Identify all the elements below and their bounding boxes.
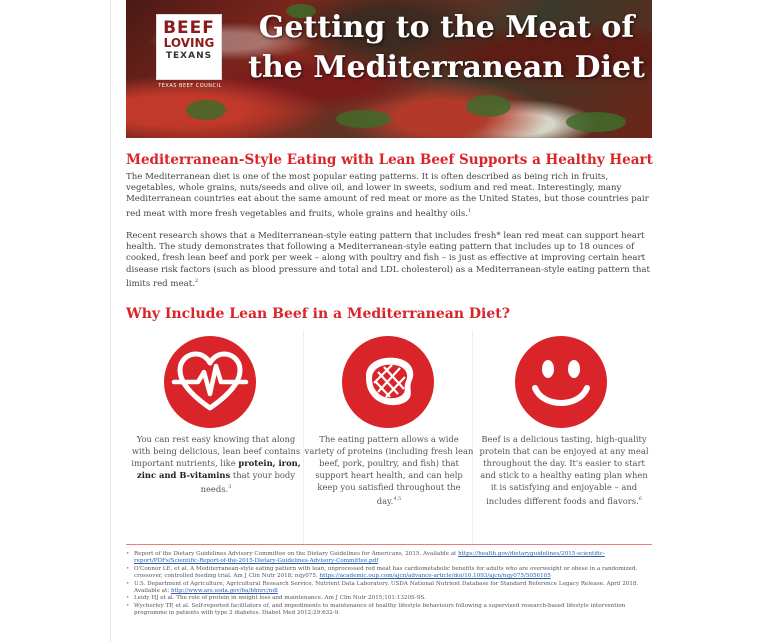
logo-subtitle: TEXAS BEEF COUNCIL xyxy=(158,83,222,89)
references-divider xyxy=(126,544,652,545)
reference-item xyxy=(126,566,652,581)
benefit-column-nutrients xyxy=(131,330,301,545)
benefit-text-nutrients xyxy=(131,433,301,495)
footnote-marker: 3 xyxy=(228,484,232,490)
research-paragraph xyxy=(126,231,651,290)
reference-text: O'Connor LE, et al. A Mediterranean-style eating pattern with lean, unprocessed red meat has cardiometabolic benefits for adults who are overweight or obese in a randomized, crossover, controlled feeding trial. Am J Clin Nutr 2018; nqy075. xyxy=(134,565,638,580)
reference-item xyxy=(126,551,652,566)
logo-line3: TEXANS xyxy=(165,51,213,61)
page-title: Getting to the Meat of the Mediterranean Diet xyxy=(248,10,645,85)
benefit-text-part: You can rest easy knowing that along with being delicious, lean beef contains important nutrients, like xyxy=(131,434,301,468)
reference-text: Leidy HJ et al. The role of protein in weight loss and maintenance. Am J Clin Nutr 2015;101:1320S-9S. xyxy=(134,595,426,602)
logo-line2: LOVING xyxy=(163,36,215,50)
reference-text: Wycherley TP, et al. Self-reported facilitators of, and impediments to maintenance of healthy lifestyle behaviours following a supervised research-based lifestyle intervention programme in patients with type 2 diabetes. Diabet Med 2012;29:632-9. xyxy=(134,602,626,617)
reference-item xyxy=(126,603,652,618)
benefit-column-delicious xyxy=(479,330,649,545)
benefit-text-variety xyxy=(304,433,474,507)
heart-pulse-icon xyxy=(164,336,256,428)
benefit-column-variety xyxy=(303,330,473,545)
section-heading-healthy-heart: Mediterranean-Style Eating with Lean Beef Supports a Healthy Heart xyxy=(126,152,653,168)
benefit-text-part: Beef is a delicious tasting, high-quality protein that can be enjoyed at any meal throughout the day. It's easier to start and stick to a healthy eating plan when it is satisfying and enjoyable – and includes different foods and flavors. xyxy=(479,434,649,506)
benefit-text-highlight: protein, iron, zinc and B-vitamins xyxy=(136,458,301,480)
reference-link[interactable]: http://www.ars.usda.gov/ba/bhnrc/ndl xyxy=(170,588,278,595)
benefit-text-part: The eating pattern allows a wide variety of proteins (including fresh lean beef, pork, poultry, and fish) that support heart health, and can help keep you satisfied throughout the day. xyxy=(304,434,474,506)
reference-text: Report of the Dietary Guidelines Advisory Committee on the Dietary Guidelines for Americans, 2015. Available at xyxy=(134,551,457,557)
reference-link[interactable]: https://health.gov/dietaryguidelines/2015-scientific-report/PDFs/Scientific-Report-of-the-2015-Dietary-Guidelines-Advisory-Committee.pdf xyxy=(134,551,605,565)
research-paragraph-text: Recent research shows that a Mediterranean-style eating pattern that includes fresh* lean red meat can support heart health. The study demonstrates that following a Mediterranean-style eating pattern that includes up to 18 ounces of cooked, fresh lean beef and pork per week – along with poultry and fish – is just as effective at improving certain heart disease risk factors (such as blood pressure and total and LDL cholesterol) as a Mediterranean-style eating pattern that limits red meat. xyxy=(126,231,651,289)
footnote-marker: 6 xyxy=(638,496,642,502)
reference-text: U.S. Department of Agriculture, Agricultural Research Service. Nutrient Data Laboratory. USDA National Nutrient Database for Standard Reference Legacy Release. April 2018. Available at: xyxy=(134,580,639,595)
section-heading-why-lean-beef: Why Include Lean Beef in a Mediterranean Diet? xyxy=(126,306,510,322)
footnote-marker: 4,5 xyxy=(393,496,402,502)
document-page xyxy=(110,0,660,642)
smiley-face-icon xyxy=(515,336,607,428)
steak-icon xyxy=(342,336,434,428)
reference-item xyxy=(126,595,652,602)
reference-item xyxy=(126,581,652,596)
references-list xyxy=(126,551,652,618)
benefit-text-delicious xyxy=(479,433,649,507)
logo-line1: BEEF xyxy=(163,18,215,38)
benefit-text-part: that your body needs. xyxy=(200,470,295,494)
intro-paragraph xyxy=(126,172,651,220)
footnote-marker: 1 xyxy=(468,207,472,214)
reference-link[interactable]: https://academic.oup.com/ajcn/advance-article/doi/10.1093/ajcn/nqy075/5056105 xyxy=(319,573,551,580)
beef-loving-texans-logo xyxy=(156,14,222,80)
intro-paragraph-text: The Mediterranean diet is one of the most popular eating patterns. It is often described as being rich in fruits, vegetables, whole grains, nuts/seeds and olive oil, and lower in sweets, sodium and red meat. Interestingly, many Mediterranean countries eat about the same amount of red meat or more as the United States, but those countries pair red meat with more fresh vegetables and fruits, whole grains and healthy oils. xyxy=(126,172,649,219)
footnote-marker: 2 xyxy=(194,277,199,284)
header-banner xyxy=(126,0,652,138)
